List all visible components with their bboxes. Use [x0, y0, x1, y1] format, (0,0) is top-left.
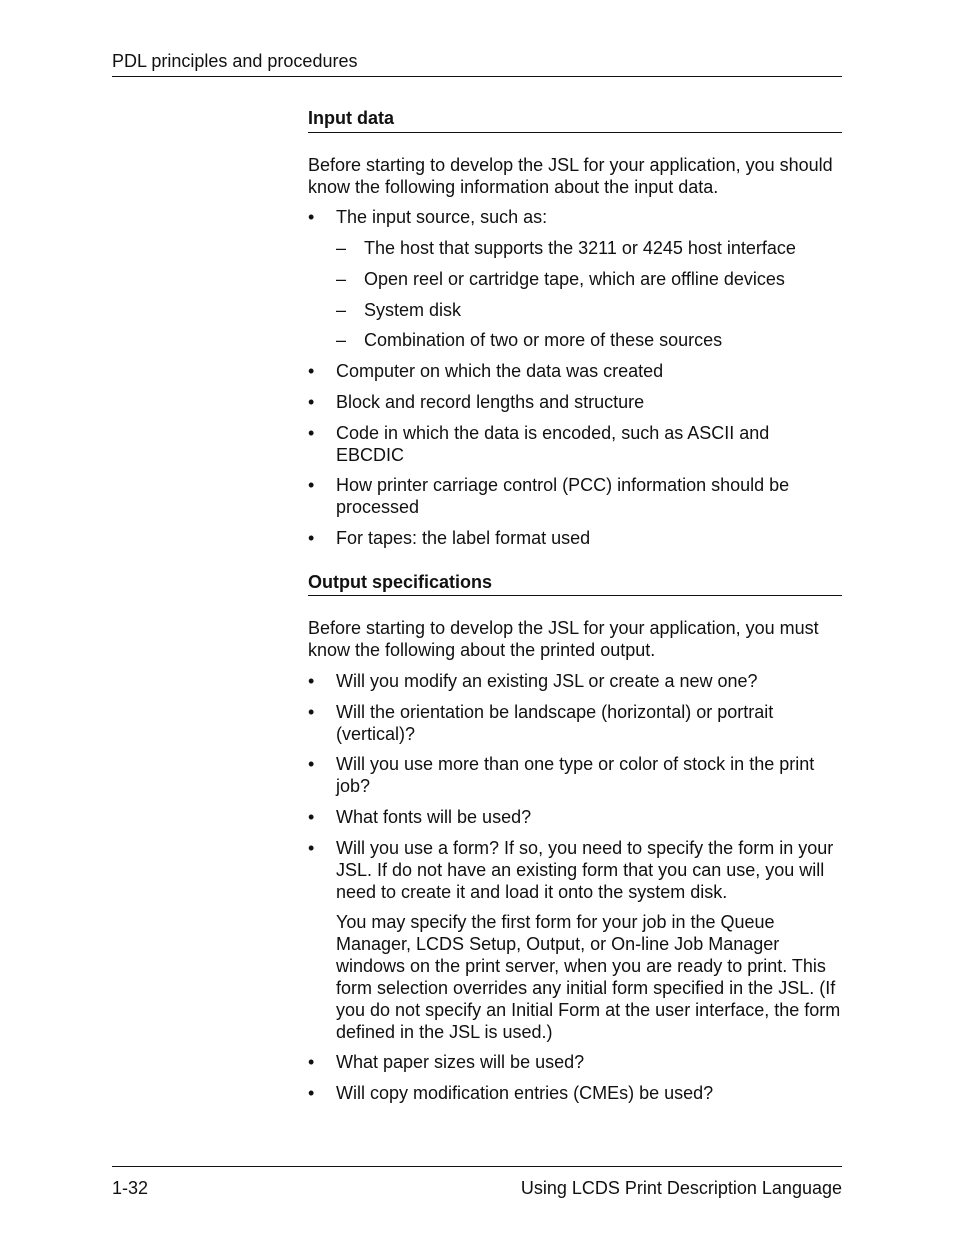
footer-divider: [112, 1166, 842, 1167]
list-item: [308, 474, 848, 518]
bullet-marker: •: [308, 361, 315, 381]
bullet-marker: •: [308, 1083, 315, 1103]
list-item: [308, 391, 848, 413]
running-header: PDL principles and procedures: [112, 51, 358, 71]
bullet-marker: •: [308, 207, 315, 227]
list-item: [308, 806, 848, 828]
bullet-marker: •: [308, 528, 315, 548]
bullet-marker: •: [308, 1052, 315, 1072]
list-item: [308, 206, 848, 228]
sub-list-item-text: System disk: [364, 300, 462, 320]
list-item-text: Will the orientation be landscape (horizontal) or portrait (vertical)?: [336, 702, 774, 744]
sub-list-item-text: Open reel or cartridge tape, which are offline devices: [364, 269, 785, 289]
sub-list-item: [336, 237, 846, 259]
bullet-marker: •: [308, 475, 315, 495]
page-number: 1-32: [112, 1178, 149, 1198]
bullet-marker: •: [308, 754, 315, 774]
list-item: [308, 837, 848, 903]
bullet-marker: •: [308, 423, 315, 443]
list-item: [308, 422, 848, 466]
bullet-marker: •: [308, 838, 315, 858]
form-note: You may specify the first form for your job in the Queue Manager, LCDS Setup, Output, or On-line Job Manager windows on the print server, when you are ready to print. This form selection overrides any initial form specified in the JSL. (If you do not specify an Initial Form at the user interface, the form defined in the JSL is used.): [336, 912, 841, 1042]
list-item-text: Code in which the data is encoded, such as ASCII and EBCDIC: [336, 423, 770, 465]
input-data-intro: Before starting to develop the JSL for your application, you should know the following information about the input data.: [308, 155, 833, 197]
list-item-text: For tapes: the label format used: [336, 528, 591, 548]
sub-list-item: [336, 329, 846, 351]
list-item: [308, 670, 848, 692]
list-item-text: What paper sizes will be used?: [336, 1052, 585, 1072]
list-item-text: Will you use a form? If so, you need to specify the form in your JSL. If do not have an existing form that you can use, you will need to create it and load it onto the system disk.: [336, 838, 834, 902]
book-title: Using LCDS Print Description Language: [520, 1178, 842, 1198]
input-data-heading-rule: [308, 132, 842, 133]
output-specifications-heading: Output specifications: [308, 572, 493, 592]
list-item-text: The input source, such as:: [336, 207, 548, 227]
input-data-heading: Input data: [308, 108, 394, 128]
list-item-text: Will copy modification entries (CMEs) be used?: [336, 1083, 714, 1103]
list-item: [308, 1051, 848, 1073]
list-item-text: What fonts will be used?: [336, 807, 532, 827]
list-item: [308, 360, 848, 382]
list-item-text: Computer on which the data was created: [336, 361, 664, 381]
list-item-text: Will you modify an existing JSL or create a new one?: [336, 671, 758, 691]
bullet-marker: •: [308, 807, 315, 827]
output-specifications-intro: Before starting to develop the JSL for your application, you must know the following about the printed output.: [308, 618, 819, 660]
sub-list-item: [336, 299, 846, 321]
bullet-marker: •: [308, 392, 315, 412]
dash-marker: –: [336, 238, 347, 258]
list-item-text: Block and record lengths and structure: [336, 392, 645, 412]
list-item-text: Will you use more than one type or color of stock in the print job?: [336, 754, 815, 796]
list-item-text: How printer carriage control (PCC) information should be processed: [336, 475, 790, 517]
list-item: [308, 1082, 848, 1104]
list-item: [308, 527, 848, 549]
dash-marker: –: [336, 300, 347, 320]
output-specifications-heading-rule: [308, 595, 842, 596]
dash-marker: –: [336, 269, 347, 289]
bullet-marker: •: [308, 671, 315, 691]
list-item: [308, 701, 848, 745]
header-divider: [112, 76, 842, 77]
list-item: [308, 753, 848, 797]
dash-marker: –: [336, 330, 347, 350]
bullet-marker: •: [308, 702, 315, 722]
sub-list-item-text: Combination of two or more of these sources: [364, 330, 723, 350]
sub-list-item: [336, 268, 846, 290]
sub-list-item-text: The host that supports the 3211 or 4245 host interface: [364, 238, 796, 258]
